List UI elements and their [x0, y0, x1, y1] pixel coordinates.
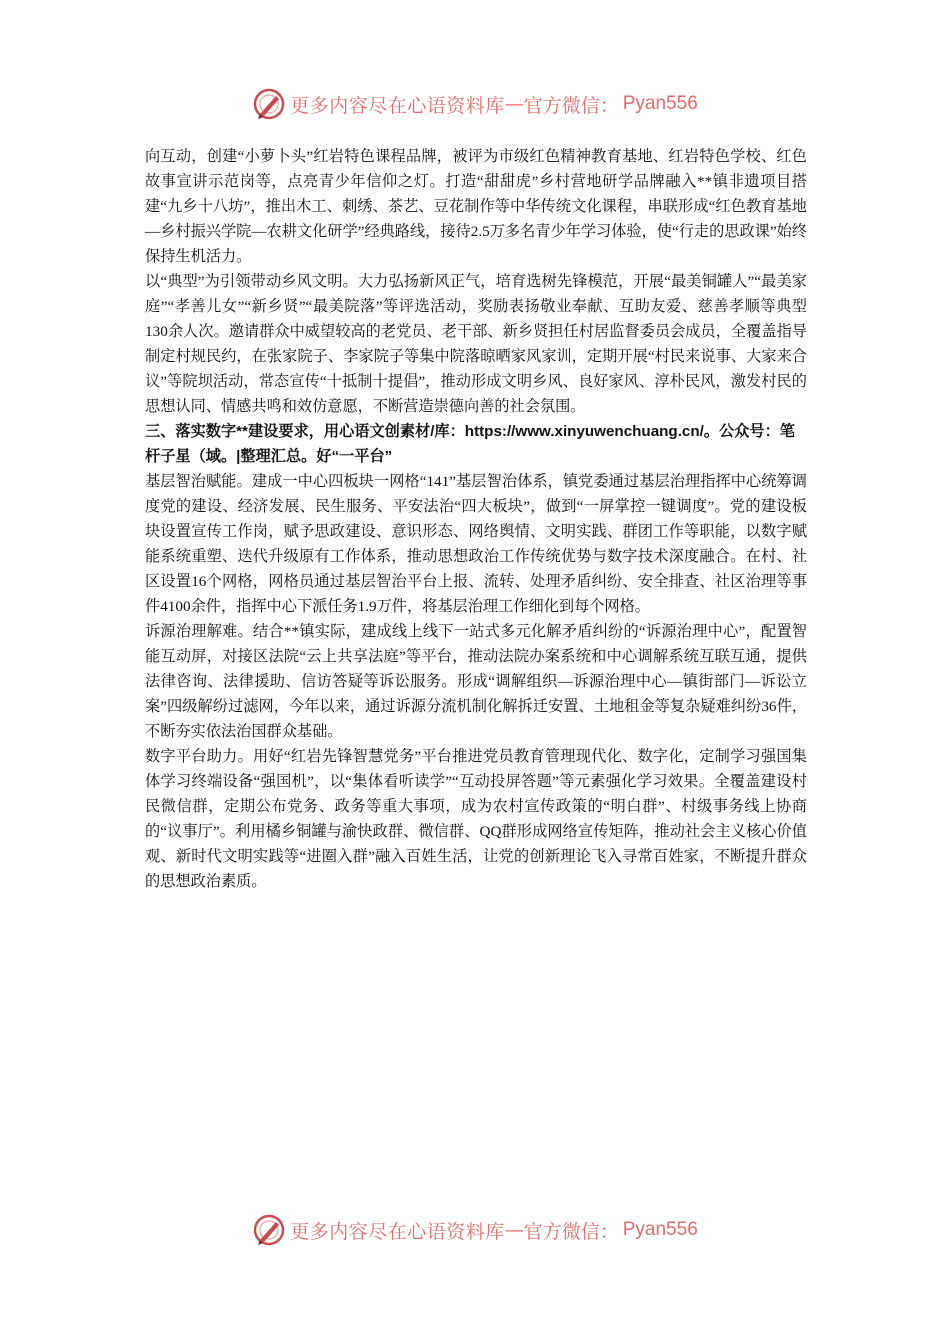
banner-text: 更多内容尽在心语资料库 — [290, 1220, 505, 1243]
banner-wechat-label: 官方微信： — [523, 94, 619, 117]
paragraph: 数字平台助力。用好“红岩先锋智慧党务”平台推进党员教育管理现代化、数字化，定制学习强国集体学习终端设备“强国机”，以“集体看听读学”“互动投屏答题”等元素强化学习效果。全覆盖建设村民微信群，定期公布党务、政务等重大事项，成为农村宣传政策的“明白群”、村级事务线上协商的“议事厅”。利用橘乡铜罐与渝快政群、微信群、QQ群形成网络宣传矩阵，推动社会主义核心价值观、新时代文明实践等“进圈入群”融入百姓生活，让党的创新理论飞入寻常百姓家，不断提升群众的思想政治素质。 — [145, 748, 807, 890]
banner-separator: — — [504, 1219, 524, 1241]
footer-banner — [0, 1210, 950, 1250]
document-body — [145, 144, 807, 894]
pen-circle-logo-icon — [252, 1213, 286, 1247]
banner-wechat-id: Pyan556 — [622, 1219, 698, 1240]
banner-wechat-id: Pyan556 — [622, 93, 698, 114]
paragraph: 基层智治赋能。建成一中心四板块一网格“141”基层智治体系，镇党委通过基层治理指挥中心统筹调度党的建设、经济发展、民生服务、平安法治“四大板块”，做到“一屏掌控一键调度”。党的建设板块设置宣传工作岗，赋予思政建设、意识形态、网络舆情、文明实践、群团工作等职能，以数字赋能系统重塑、迭代升级原有工作体系，推动思想政治工作传统优势与数字技术深度融合。在村、社区设置16个网格，网格员通过基层智治平台上报、流转、处理矛盾纠纷、安全排查、社区治理等事件4100余件，指挥中心下派任务1.9万件，将基层治理工作细化到每个网格。 — [145, 473, 807, 615]
banner-separator: — — [504, 93, 524, 115]
banner-wechat-label: 官方微信： — [523, 1220, 619, 1243]
section-heading: 三、落实数字**建设要求，用心语文创素材/库：https://www.xinyuwenchuang.cn/。公众号：笔杆子星（域。|整理汇总。好“一平台” — [145, 423, 795, 465]
banner-text: 更多内容尽在心语资料库 — [290, 94, 505, 117]
pen-circle-logo-icon — [252, 87, 286, 121]
header-banner — [0, 84, 950, 124]
paragraph: 诉源治理解难。结合**镇实际，建成线上线下一站式多元化解矛盾纠纷的“诉源治理中心”，配置智能互动屏，对接区法院“云上共享法庭”等平台，推动法院办案系统和中心调解系统互联互通，提供法律咨询、法律援助、信访答疑等诉讼服务。形成“调解组织—诉源治理中心—镇街部门—诉讼立案”四级解纷过滤网，今年以来，通过诉源分流机制化解拆迁安置、土地租金等复杂疑难纠纷36件，不断夯实依法治国群众基础。 — [145, 623, 807, 740]
paragraph: 以“典型”为引领带动乡风文明。大力弘扬新风正气，培育选树先锋模范，开展“最美铜罐人”“最美家庭”“孝善儿女”“新乡贤”“最美院落”等评选活动，奖励表扬敬业奉献、互助友爱、慈善孝顺等典型130余人次。邀请群众中威望较高的老党员、老干部、新乡贤担任村居监督委员会成员，全覆盖指导制定村规民约，在张家院子、李家院子等集中院落晾晒家风家训，定期开展“村民来说事、大家来合议”等院坝活动，常态宣传“十抵制十提倡”，推动形成文明乡风、良好家风、淳朴民风，激发村民的思想认同、情感共鸣和效仿意愿，不断营造崇德向善的社会氛围。 — [145, 273, 807, 415]
paragraph: 向互动，创建“小萝卜头”红岩特色课程品牌，被评为市级红色精神教育基地、红岩特色学校、红色故事宣讲示范岗等，点亮青少年信仰之灯。打造“甜甜虎”乡村营地研学品牌融入**镇非遗项目搭建“九乡十八坊”，推出木工、刺绣、茶艺、豆花制作等中华传统文化课程，串联形成“红色教育基地—乡村振兴学院—农耕文化研学”经典路线，接待2.5万多名青少年学习体验，使“行走的思政课”始终保持生机活力。 — [145, 148, 807, 265]
